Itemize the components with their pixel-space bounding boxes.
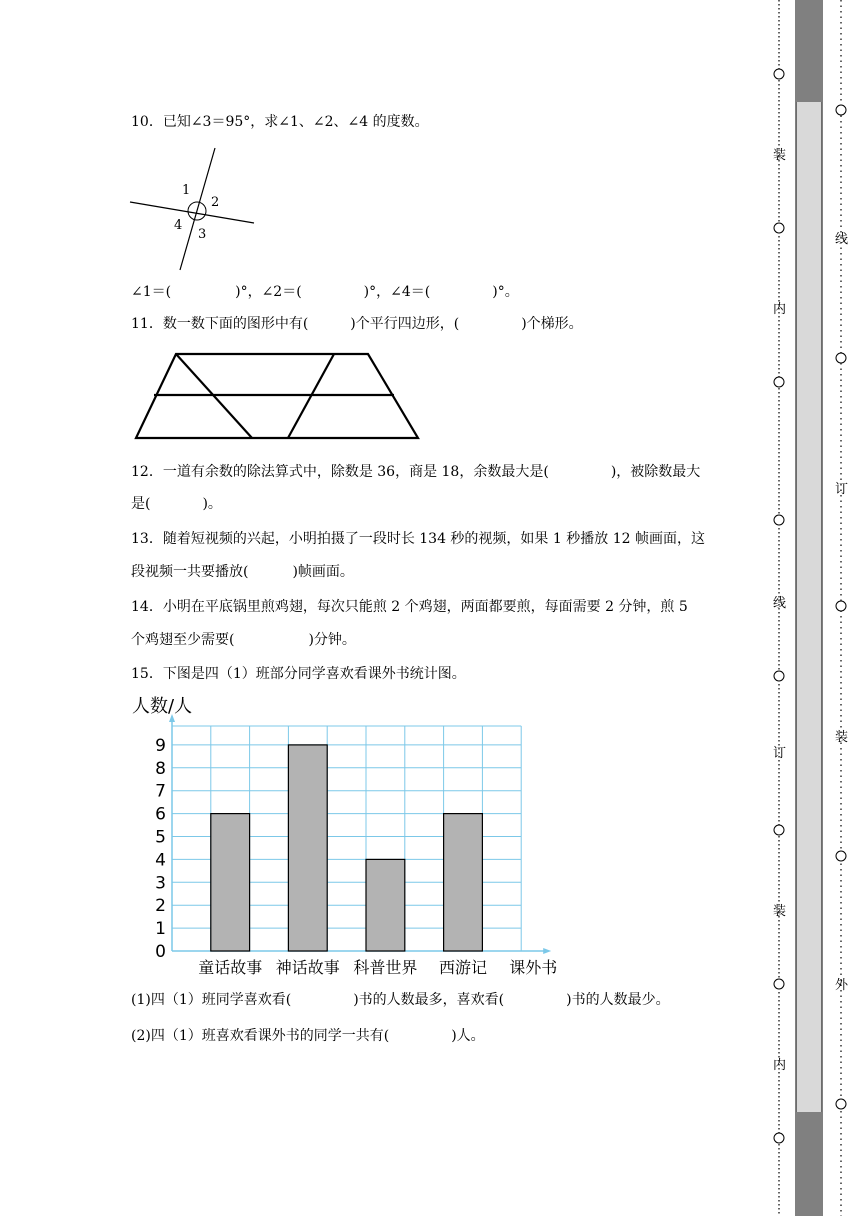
x-axis-label: 课外书 <box>509 958 558 977</box>
y-tick-label: 3 <box>155 873 166 894</box>
x-tick-label: 童话故事 <box>198 958 263 977</box>
rail-label-zhuang-1: 装 <box>773 148 787 163</box>
q15-sub2-text-2: )人。 <box>451 1028 485 1044</box>
rail-label-xian-2: 线 <box>835 232 849 247</box>
y-tick-label: 2 <box>155 896 166 917</box>
bar <box>366 859 405 951</box>
rail-label-ding-2: 订 <box>835 482 849 497</box>
q13-line1: 13．随着短视频的兴起，小明拍摄了一段时长 134 秒的视频，如果 1 秒播放 12 帧画面，这 <box>131 531 705 547</box>
y-tick-label: 9 <box>155 735 166 756</box>
q12-text-1: 12．一道有余数的除法算式中，除数是 36，商是 18，余数最大是( <box>131 464 549 480</box>
q12-text-3: 是( <box>131 496 151 512</box>
y-tick-label: 1 <box>155 919 166 940</box>
rail-label-wai: 外 <box>835 978 849 993</box>
chart-y-ticks <box>155 736 166 962</box>
rail-label-xian-1: 线 <box>773 596 787 611</box>
rail-label-ding-1: 订 <box>773 746 787 761</box>
q15-sub1-text-1: (1)四（1）班同学喜欢看( <box>131 992 292 1008</box>
x-axis-arrow <box>543 948 551 954</box>
q13-text-1: 段视频一共要播放( <box>131 564 249 580</box>
rail-label-zhuang-3: 装 <box>835 730 849 745</box>
q10-angle-figure <box>128 142 258 276</box>
angle-label-1: 1 <box>182 183 191 198</box>
bar <box>288 745 327 951</box>
q15-sub1-text-2: )书的人数最多，喜欢看( <box>353 992 505 1008</box>
rail-label-nei-1: 内 <box>773 302 787 317</box>
chart-y-axis-label: 人数/人 <box>132 696 193 717</box>
q11-part-1: 11．数一数下面的图形中有( <box>131 316 309 332</box>
q10-text: 10．已知∠3＝95°，求∠1、∠2、∠4 的度数。 <box>131 114 429 130</box>
line-a <box>130 202 254 223</box>
q10-a1-pre: ∠1＝( <box>131 284 172 300</box>
q10-a4-pre: )°，∠4＝( <box>363 284 431 300</box>
q10-a-end: )°。 <box>492 284 519 300</box>
q12-text-2: )，被除数最大 <box>610 464 701 480</box>
q15-sub1-text-3: )书的人数最少。 <box>566 992 670 1008</box>
q14-line2 <box>131 630 356 650</box>
bar <box>211 814 250 951</box>
q10-a2-pre: )°，∠2＝( <box>235 284 302 300</box>
q13-text-2: )帧画面。 <box>292 564 354 580</box>
q14-text-1: 个鸡翅至少需要( <box>131 632 235 648</box>
chart-bars <box>211 745 483 951</box>
q13-line2 <box>131 562 354 582</box>
q12-line2 <box>131 494 222 514</box>
q12-line1 <box>131 462 700 482</box>
y-tick-label: 5 <box>155 827 166 848</box>
y-tick-label: 7 <box>155 781 166 802</box>
binding-margin <box>760 0 860 1216</box>
q12-text-4: )。 <box>202 496 222 512</box>
x-tick-label: 西游记 <box>438 958 488 977</box>
q15-sub2-text-1: (2)四（1）班喜欢看课外书的同学一共有( <box>131 1028 390 1044</box>
angle-label-2: 2 <box>211 195 220 210</box>
q15-text: 15．下图是四（1）班部分同学喜欢看课外书统计图。 <box>131 666 466 682</box>
q14-text-2: )分钟。 <box>308 632 356 648</box>
q11-trapezoid-figure <box>130 350 424 444</box>
q15-sub2 <box>131 1026 485 1046</box>
y-tick-label: 4 <box>155 850 166 871</box>
q14-line1: 14．小明在平底锅里煎鸡翅，每次只能煎 2 个鸡翅，两面都要煎，每面需要 2 分钟，煎 5 <box>131 599 688 615</box>
x-tick-label: 科普世界 <box>353 958 418 977</box>
rail-label-nei-2: 内 <box>773 1058 787 1073</box>
q11-part-3: )个梯形。 <box>521 316 583 332</box>
y-tick-label: 6 <box>155 804 166 825</box>
q11-part-2: )个平行四边形，( <box>350 316 460 332</box>
chart-x-labels <box>198 958 557 977</box>
angle-label-4: 4 <box>174 218 183 233</box>
angle-label-3: 3 <box>198 227 207 242</box>
q15-sub1 <box>131 990 670 1010</box>
line-b <box>180 148 215 270</box>
y-tick-label: 8 <box>155 758 166 779</box>
bar <box>444 814 483 951</box>
x-tick-label: 神话故事 <box>275 958 340 977</box>
q15-bar-chart <box>128 690 568 982</box>
y-tick-label: 0 <box>155 942 166 962</box>
q10-answer-line <box>131 282 519 302</box>
q11-text <box>131 314 583 334</box>
rail-label-zhuang-2: 装 <box>773 904 787 919</box>
